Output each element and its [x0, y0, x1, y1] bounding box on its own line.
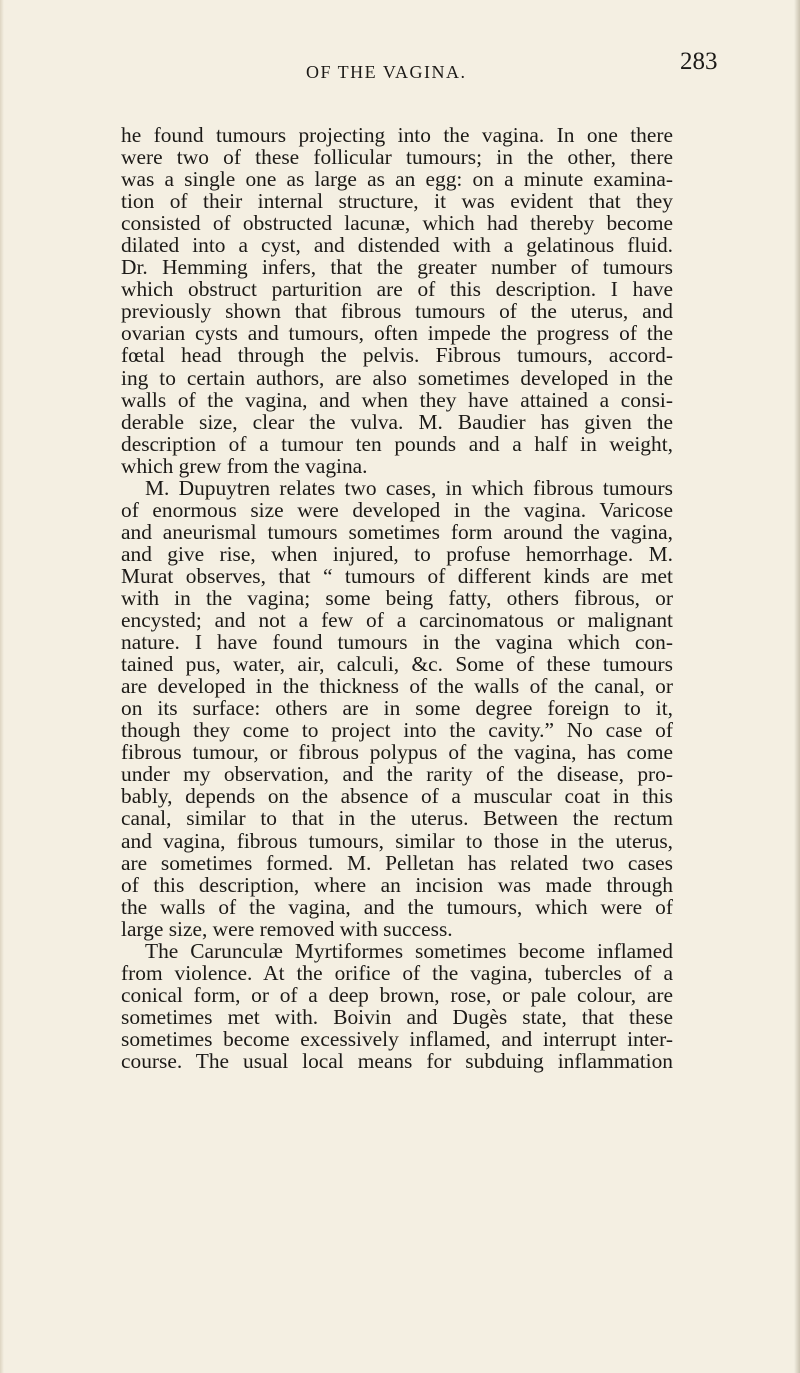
text-line: on its surface: others are in some degree foreign to it, — [121, 696, 673, 721]
text-line: are developed in the thickness of the walls of the canal, or — [121, 674, 673, 699]
text-line: which grew from the vagina. — [121, 453, 368, 478]
text-line: and give rise, when injured, to profuse hemorrhage. M. — [121, 541, 673, 566]
text-line: sometimes met with. Boivin and Dugès state, that these — [121, 1004, 673, 1029]
text-line: consisted of obstructed lacunæ, which had thereby become — [121, 211, 673, 236]
text-line: tion of their internal structure, it was evident that they — [121, 189, 673, 214]
text-line: previously shown that fibrous tumours of the uterus, and — [121, 299, 673, 324]
text-line: under my observation, and the rarity of the disease, pro- — [121, 762, 673, 787]
text-line: conical form, or of a deep brown, rose, or pale colour, are — [121, 982, 673, 1007]
text-line: and vagina, fibrous tumours, similar to those in the uterus, — [121, 828, 673, 853]
page-header — [0, 36, 800, 82]
page-left-edge — [0, 0, 4, 1373]
text-line: ing to certain authors, are also sometimes developed in the — [121, 365, 673, 390]
text-line: of enormous size were developed in the vagina. Varicose — [121, 497, 673, 522]
body-text — [121, 124, 673, 1072]
text-line: were two of these follicular tumours; in the other, there — [121, 145, 673, 170]
text-line: nature. I have found tumours in the vagina which con- — [121, 630, 673, 655]
text-line: and aneurismal tumours sometimes form around the vagina, — [121, 519, 673, 544]
text-line: dilated into a cyst, and distended with a gelatinous fluid. — [121, 233, 673, 258]
text-line: sometimes become excessively inflamed, and interrupt inter- — [121, 1026, 673, 1051]
text-line: the walls of the vagina, and the tumours, which were of — [121, 894, 673, 919]
text-line: derable size, clear the vulva. M. Baudier has given the — [121, 409, 673, 434]
text-line: fibrous tumour, or fibrous polypus of the vagina, has come — [121, 740, 673, 765]
text-line: he found tumours projecting into the vagina. In one there — [121, 123, 673, 147]
text-line: Murat observes, that “ tumours of different kinds are met — [121, 563, 673, 588]
text-line: with in the vagina; some being fatty, others fibrous, or — [121, 585, 673, 610]
text-line: walls of the vagina, and when they have attained a consi- — [121, 387, 673, 412]
text-line: large size, were removed with success. — [121, 916, 453, 941]
text-line: was a single one as large as an egg: on a minute examina- — [121, 167, 673, 192]
text-line: description of a tumour ten pounds and a half in weight, — [121, 431, 673, 456]
text-line: from violence. At the orifice of the vagina, tubercles of a — [121, 960, 673, 985]
text-line: course. The usual local means for subduing inflammation — [121, 1048, 673, 1073]
text-line: bably, depends on the absence of a muscular coat in this — [121, 784, 673, 809]
text-line: fœtal head through the pelvis. Fibrous tumours, accord- — [121, 343, 673, 368]
text-line: of this description, where an incision was made through — [121, 872, 673, 897]
text-line: tained pus, water, air, calculi, &c. Some of these tumours — [121, 652, 673, 677]
text-line: though they come to project into the cavity.” No case of — [121, 718, 673, 743]
text-line: canal, similar to that in the uterus. Between the rectum — [121, 806, 673, 831]
text-line: ovarian cysts and tumours, often impede the progress of the — [121, 321, 673, 346]
page-right-edge — [794, 0, 800, 1373]
text-line: are sometimes formed. M. Pelletan has related two cases — [121, 850, 673, 875]
text-line: which obstruct parturition are of this description. I have — [121, 277, 673, 302]
running-head: OF THE VAGINA. — [306, 62, 467, 82]
text-line: encysted; and not a few of a carcinomatous or malignant — [121, 608, 673, 633]
text-line: The Carunculæ Myrtiformes sometimes become inflamed — [145, 938, 673, 963]
text-line: M. Dupuytren relates two cases, in which fibrous tumours — [145, 475, 673, 500]
page-number: 283 — [680, 48, 718, 75]
text-line: Dr. Hemming infers, that the greater number of tumours — [121, 255, 673, 280]
